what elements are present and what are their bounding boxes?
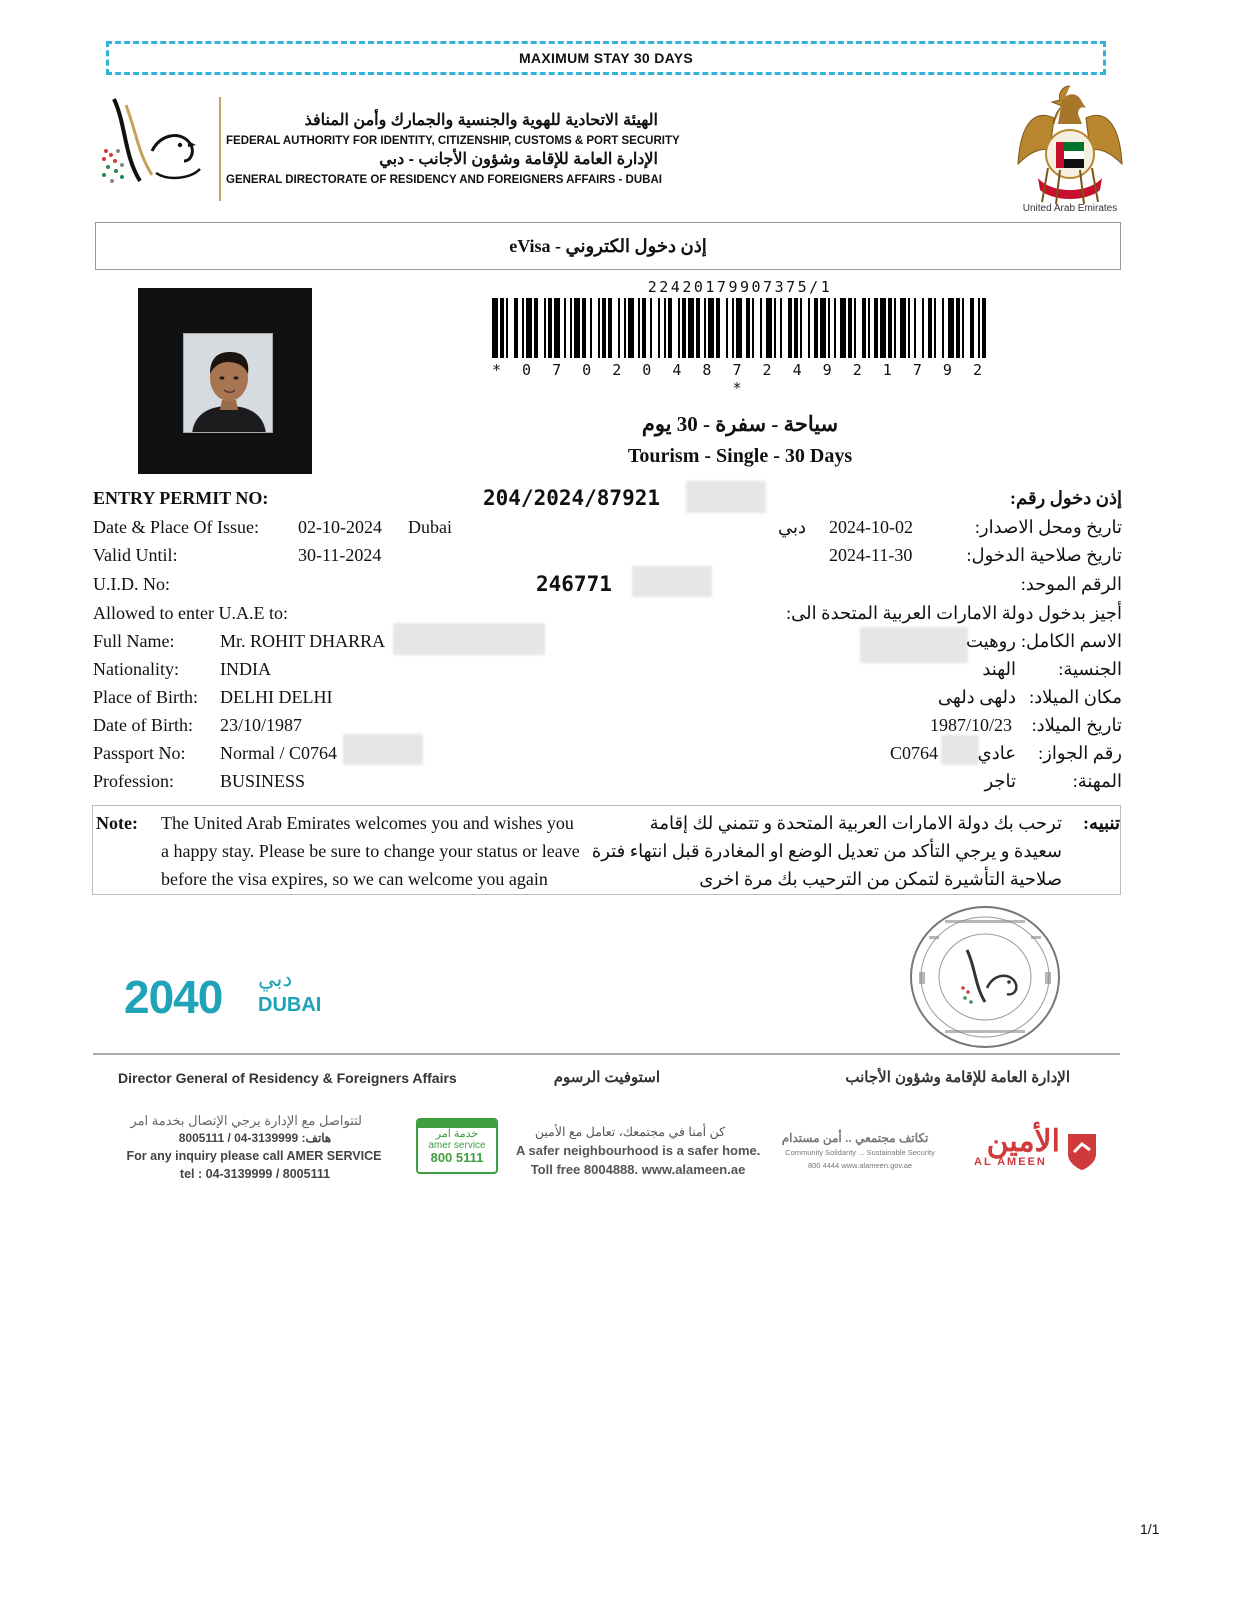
valid-until-date-ar: 2024-11-30 <box>829 545 913 565</box>
uid-number: 246771 <box>536 572 612 596</box>
profession-value-en: BUSINESS <box>220 771 306 791</box>
nationality-value-ar: الهند <box>982 659 1016 679</box>
max-stay-banner: MAXIMUM STAY 30 DAYS <box>106 41 1106 75</box>
barcode-bar <box>828 298 830 358</box>
entry-permit-label-en: ENTRY PERMIT NO: <box>93 488 269 508</box>
place-of-birth-label-en: Place of Birth: <box>93 687 198 707</box>
barcode-bar <box>582 298 586 358</box>
barcode-bar <box>814 298 818 358</box>
barcode-bar <box>956 298 960 358</box>
barcode-bar <box>598 298 600 358</box>
barcode-bar <box>736 298 742 358</box>
full-name-value-en: Mr. ROHIT DHARRA <box>220 631 386 651</box>
passport-label-en: Passport No: <box>93 743 186 763</box>
issue-date-ar: 2024-10-02 <box>829 517 913 537</box>
passport-value-en: Normal / C0764 <box>220 743 337 763</box>
barcode-bar <box>794 298 798 358</box>
footer-divider <box>93 1053 1120 1055</box>
barcode-bottom-number: * 0 7 0 2 0 4 8 7 2 4 9 2 1 7 9 2 * <box>491 361 988 397</box>
dubai-2040-en: DUBAI <box>258 994 322 1016</box>
barcode-bar <box>726 298 728 358</box>
full-name-value-ar: روهيت <box>966 631 1016 651</box>
passport-label-ar: رقم الجواز: <box>1038 743 1122 763</box>
redacted-uid <box>632 566 712 597</box>
evisa-title: إذن دخول الكتروني - eVisa <box>509 235 707 256</box>
profession-label-ar: المهنة: <box>1072 771 1122 791</box>
amer-ar: خدمة امر <box>435 1128 479 1140</box>
alameen-toll-free: Toll free 8004888. www.alameen.ae <box>530 1162 746 1177</box>
al-ameen-logo <box>970 1126 1104 1176</box>
barcode-bar <box>970 298 974 358</box>
issue-date-en: 02-10-2024 <box>298 517 382 537</box>
barcode-bar <box>526 298 532 358</box>
redacted-passport-en <box>343 734 423 765</box>
barcode-bar <box>650 298 652 358</box>
directorate-name-ar: الإدارة العامة للإقامة وشؤون الأجانب - دبي <box>379 151 658 168</box>
barcode-bar <box>554 298 560 358</box>
date-of-birth-label-en: Date of Birth: <box>93 715 193 735</box>
barcode-bar <box>658 298 660 358</box>
barcode-bar <box>868 298 870 358</box>
redacted-permit <box>686 481 766 513</box>
barcode-bar <box>788 298 792 358</box>
barcode-bar <box>746 298 750 358</box>
uid-label-en: U.I.D. No: <box>93 574 170 594</box>
barcode-bar <box>942 298 944 358</box>
redacted-name-en <box>393 623 545 655</box>
barcode-bar <box>800 298 802 358</box>
note-label-ar: تنبيه: <box>1083 813 1120 833</box>
barcode-bar <box>500 298 504 358</box>
barcode-bar <box>900 298 906 358</box>
nationality-label-en: Nationality: <box>93 659 179 679</box>
barcode-bar <box>642 298 646 358</box>
barcode-bar <box>874 298 878 358</box>
barcode-bar <box>506 298 508 358</box>
note-line-en-2: a happy stay. Please be sure to change your status or leave <box>161 841 580 861</box>
uae-emblem <box>1012 78 1128 208</box>
visa-type-en: Tourism - Single - 30 Days <box>627 445 853 467</box>
barcode-bar <box>570 298 572 358</box>
al-ameen-hand-icon <box>1064 1130 1100 1170</box>
dubai-2040-ar: دبي <box>258 966 293 991</box>
note-line-ar-3: صلاحية التأشيرة لتمكن من الترحيب بك مرة اخرى <box>699 869 1062 889</box>
barcode-bar <box>544 298 546 358</box>
directorate-name-en: GENERAL DIRECTORATE OF RESIDENCY AND FOREIGNERS AFFAIRS - DUBAI <box>226 174 662 186</box>
issue-place-en: Dubai <box>408 517 452 537</box>
dubai-2040-number: 2040 <box>124 971 223 1023</box>
barcode-bar <box>678 298 680 358</box>
barcode-bar <box>834 298 836 358</box>
contact-phone-ar: 8005111 / 04-3139999 :هاتف <box>178 1131 332 1145</box>
valid-until-label-en: Valid Until: <box>93 545 178 565</box>
footer-directorate-ar: الإدارة العامة للإقامة وشؤون الأجانب <box>845 1069 1070 1086</box>
entry-permit-label-ar: إذن دخول رقم: <box>1009 488 1122 508</box>
profession-label-en: Profession: <box>93 771 174 791</box>
footer-director-en: Director General of Residency & Foreigners Affairs <box>118 1070 457 1086</box>
barcode-bar <box>732 298 734 358</box>
barcode-bar <box>928 298 932 358</box>
visa-type-ar: سياحة - سفرة - 30 يوم <box>641 412 839 436</box>
barcode-bar <box>894 298 896 358</box>
solidarity-ar: تكاتف مجتمعي .. أمن مستدام <box>781 1131 929 1145</box>
barcode-bar <box>820 298 826 358</box>
barcode-bar <box>548 298 552 358</box>
barcode-bar <box>664 298 666 358</box>
entry-permit-number: 204/2024/87921 <box>483 486 661 510</box>
profession-value-ar: تاجر <box>984 771 1016 791</box>
passport-number-ar: C0764 <box>890 743 939 763</box>
barcode-bar <box>978 298 980 358</box>
solidarity-en: Community Solidarity ... Sustainable Security <box>785 1148 935 1157</box>
barcode-bar <box>808 298 810 358</box>
barcode-bar <box>688 298 694 358</box>
contact-ar: لتتواصل مع الإدارة يرجي الإتصال بخدمة امر <box>130 1113 362 1128</box>
header-divider <box>219 97 221 201</box>
barcode-bar <box>774 298 776 358</box>
barcode-bar <box>888 298 892 358</box>
barcode-bar <box>752 298 754 358</box>
redacted-name-ar <box>860 627 968 663</box>
barcode-bar <box>922 298 924 358</box>
barcode-bar <box>602 298 606 358</box>
issue-label-en: Date & Place Of Issue: <box>93 517 259 537</box>
barcode-bar <box>682 298 686 358</box>
amer-en: amer service <box>428 1140 486 1151</box>
valid-until-label-ar: تاريخ صلاحية الدخول: <box>966 545 1122 565</box>
uid-label-ar: الرقم الموحد: <box>1020 574 1122 594</box>
alameen-slogan-ar: كن أمنا في مجتمعك، تعامل مع الأمين <box>534 1125 726 1139</box>
valid-until-date-en: 30-11-2024 <box>298 545 382 565</box>
barcode-bar <box>590 298 592 358</box>
barcode-bar <box>914 298 916 358</box>
barcode-bar <box>668 298 672 358</box>
barcode-bar <box>982 298 986 358</box>
evisa-title-box <box>95 222 1121 270</box>
page-number: 1/1 <box>1140 1521 1160 1537</box>
official-stamp <box>905 902 1065 1052</box>
barcode-bar <box>704 298 706 358</box>
date-of-birth-label-ar: تاريخ الميلاد: <box>1031 715 1122 735</box>
barcode-bar <box>522 298 524 358</box>
nationality-label-ar: الجنسية: <box>1058 659 1122 679</box>
allowed-label-en: Allowed to enter U.A.E to: <box>93 603 288 623</box>
barcode-bar <box>716 298 720 358</box>
contact-en: For any inquiry please call AMER SERVICE <box>126 1149 382 1163</box>
barcode-bar <box>638 298 640 358</box>
barcode-bar <box>708 298 714 358</box>
barcode-bar <box>564 298 566 358</box>
barcode-bar <box>780 298 782 358</box>
barcode-bar <box>934 298 936 358</box>
note-line-en-1: The United Arab Emirates welcomes you and wishes you <box>161 813 574 833</box>
authority-name-en: FEDERAL AUTHORITY FOR IDENTITY, CITIZENSHIP, CUSTOMS & PORT SECURITY <box>226 135 680 147</box>
barcode-bar <box>608 298 612 358</box>
solidarity-contact: 800 4444 www.alameen.gov.ae <box>807 1161 913 1170</box>
barcode-bar <box>840 298 846 358</box>
barcode-bar <box>948 298 954 358</box>
passport-photo <box>183 333 273 433</box>
barcode-top-number: 22420179907375/1 <box>647 278 833 296</box>
note-line-ar-2: سعيدة و يرجي التأكد من تعديل الوضع او المغادرة قبل انتهاء فترة <box>591 841 1062 861</box>
barcode-bar <box>848 298 852 358</box>
date-of-birth-value-ar: 1987/10/23 <box>930 715 1013 735</box>
issue-place-ar: دبي <box>777 517 806 537</box>
place-of-birth-value-ar: دلهى دلهى <box>937 687 1016 707</box>
full-name-label-en: Full Name: <box>93 631 175 651</box>
emblem-caption: United Arab Emirates <box>1022 203 1118 214</box>
dubai-2040-logo <box>124 968 324 1024</box>
nationality-value-en: INDIA <box>220 659 271 679</box>
barcode-bar <box>880 298 886 358</box>
al-ameen-logo-en: AL AMEEN <box>974 1156 1047 1168</box>
barcode-bar <box>908 298 910 358</box>
full-name-label-ar: الاسم الكامل: <box>1020 631 1122 651</box>
barcode-bar <box>862 298 866 358</box>
federal-authority-falcon-logo <box>96 95 208 195</box>
passport-type-ar: عادي <box>977 743 1016 763</box>
note-line-en-3: before the visa expires, so we can welcome you again <box>161 869 548 889</box>
al-ameen-logo-ar: الأمين <box>986 1125 1060 1158</box>
contact-tel: tel : 04-3139999 / 8005111 <box>179 1167 331 1181</box>
authority-name-ar: الهيئة الاتحادية للهوية والجنسية والجمارك وأمن المنافذ <box>304 112 658 129</box>
barcode <box>490 298 990 358</box>
place-of-birth-label-ar: مكان الميلاد: <box>1029 687 1122 707</box>
barcode-bar <box>760 298 762 358</box>
barcode-bar <box>492 298 498 358</box>
note-line-ar-1: ترحب بك دولة الامارات العربية المتحدة و تتمني لك إقامة <box>649 813 1062 833</box>
amer-number: 800 5111 <box>430 1150 484 1165</box>
barcode-bar <box>514 298 518 358</box>
issue-label-ar: تاريخ ومحل الاصدار: <box>974 517 1122 537</box>
barcode-bar <box>618 298 620 358</box>
barcode-bar <box>854 298 856 358</box>
barcode-bar <box>696 298 700 358</box>
barcode-bar <box>962 298 964 358</box>
barcode-bar <box>766 298 772 358</box>
amer-service-logo <box>416 1118 498 1174</box>
date-of-birth-value-en: 23/10/1987 <box>220 715 303 735</box>
place-of-birth-value-en: DELHI DELHI <box>220 687 333 707</box>
barcode-bar <box>574 298 580 358</box>
allowed-label-ar: أجيز بدخول دولة الامارات العربية المتحدة الى: <box>786 603 1122 623</box>
note-label-en: Note: <box>96 813 138 833</box>
footer-fees-ar: استوفيت الرسوم <box>553 1069 660 1086</box>
barcode-bar <box>534 298 538 358</box>
barcode-bar <box>624 298 626 358</box>
alameen-slogan-en: A safer neighbourhood is a safer home. <box>516 1143 761 1158</box>
barcode-bar <box>628 298 634 358</box>
